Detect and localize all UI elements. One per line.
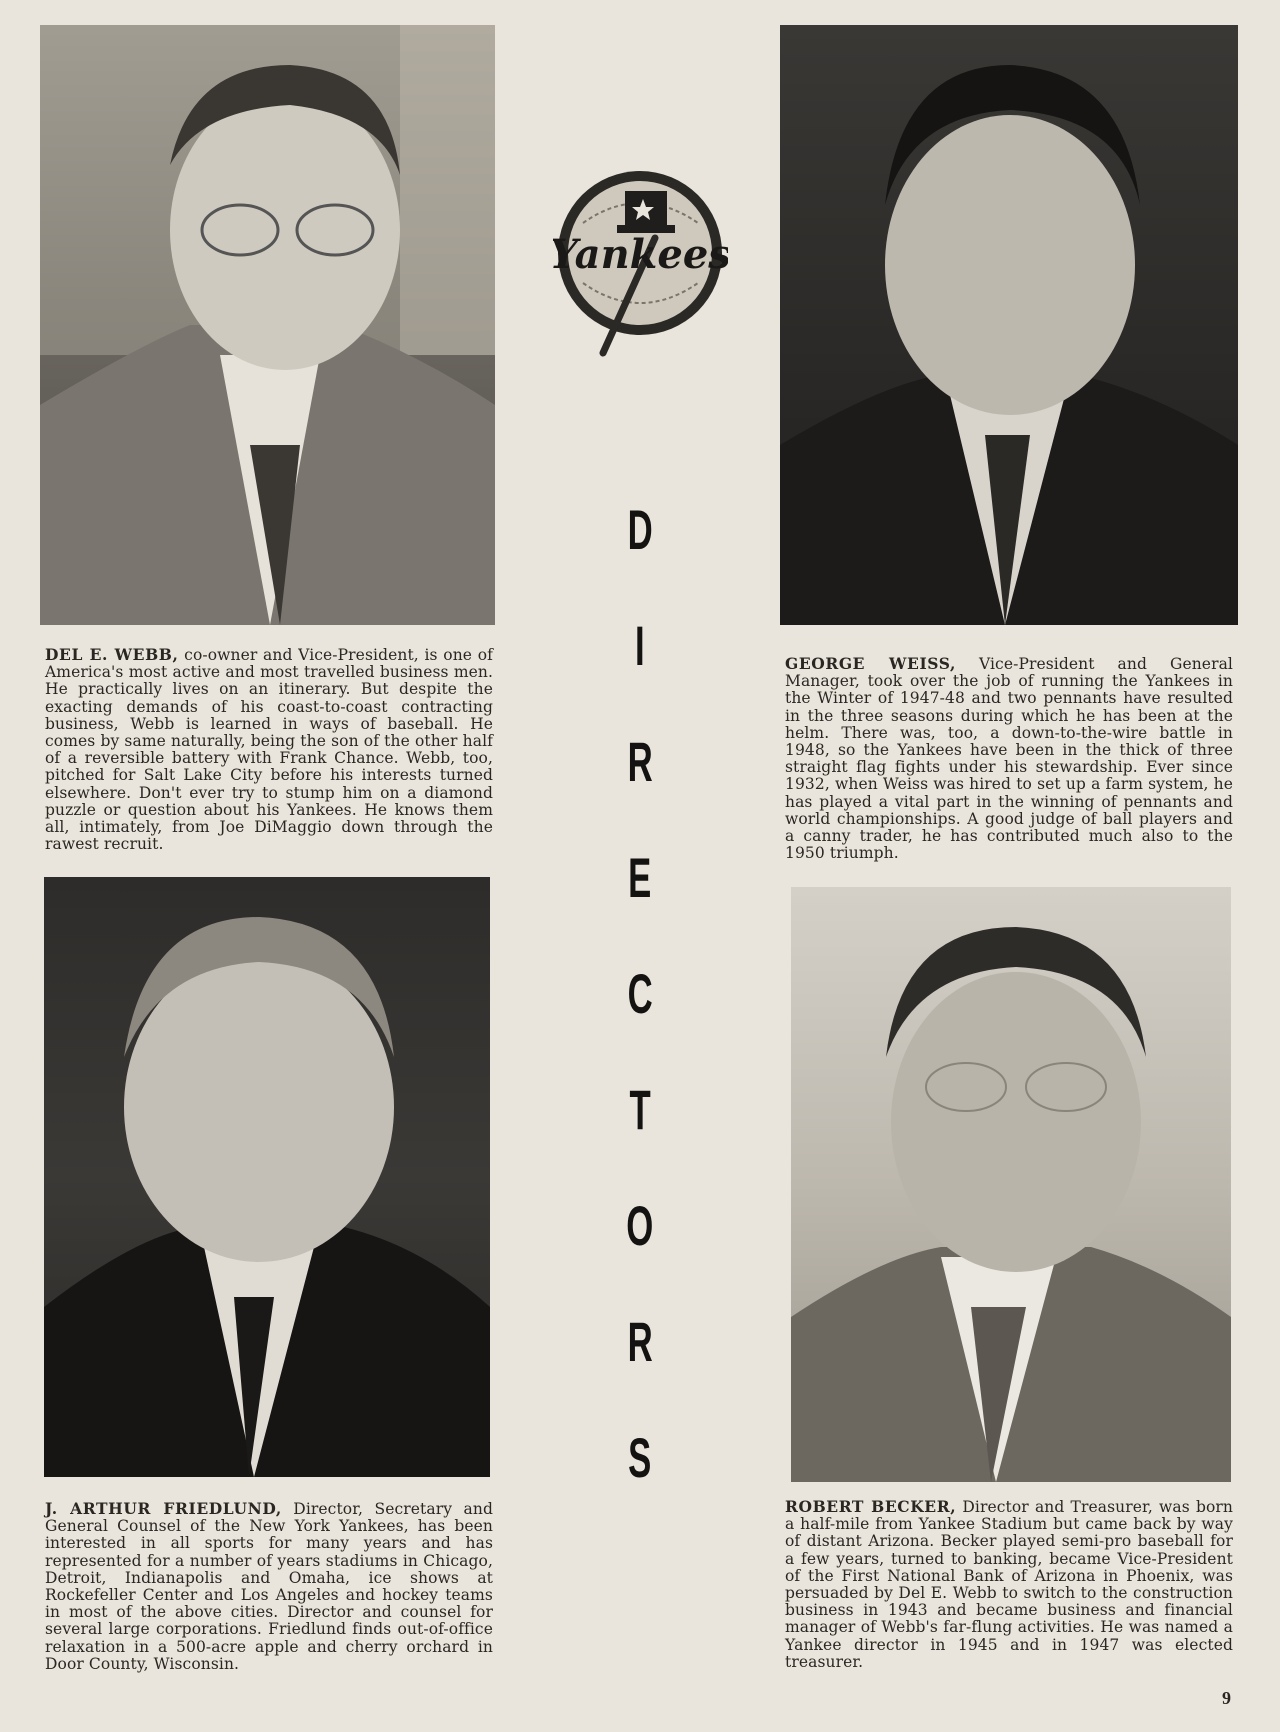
portrait-photo-webb [40,25,495,625]
logo-wordmark: Yankees [553,231,728,278]
director-name: GEORGE WEISS, [785,654,956,673]
director-name: ROBERT BECKER, [785,1497,957,1516]
heading-letter: T [629,1078,651,1141]
heading-letter: O [626,1194,654,1257]
heading-letter: D [627,498,653,561]
portrait-photo-friedlund [44,877,490,1477]
yankees-logo [553,163,728,358]
directors-vertical-heading [615,500,665,1544]
bio-caption-friedlund [45,1500,493,1673]
bio-caption-webb [45,646,493,853]
heading-letter: I [635,614,645,677]
heading-letter: C [627,962,653,1025]
director-name: J. ARTHUR FRIEDLUND, [45,1499,282,1518]
director-bio: Vice-President and General Manager, took over the job of running the Yankees in the Winter of 1947-48 and two pennants have resulted in the three seasons during which he has been at the helm. There was, too, a down-to-the-wire battle in 1948, so the Yankees have been in the thick of three straight flag fights under his stewardship. Ever since 1932, when Weiss was hired to set up a farm system, he has played a vital part in the winning of pennants and world championships. A good judge of ball players and a canny trader, he has contributed much also to the 1950 triumph. [785,655,1233,863]
heading-letter: R [627,730,653,793]
bio-caption-becker [785,1498,1233,1671]
portrait-photo-weiss [780,25,1238,625]
bio-caption-weiss [785,655,1233,862]
heading-letter: S [628,1426,652,1489]
heading-letter: R [627,1310,653,1373]
director-bio: Director and Treasurer, was born a half-mile from Yankee Stadium but came back by way of distant Arizona. Becker played semi-pro baseball for a few years, turned to banking, became Vice-President of the First National Bank of Arizona in Phoenix, was persuaded by Del E. Webb to switch to the construction business in 1943 and became business and financial manager of Webb's far-flung activities. He was named a Yankee director in 1945 and in 1947 was elected treasurer. [785,1498,1234,1671]
director-bio: Director, Secretary and General Counsel of the New York Yankees, has been interested in all sports for many years and has represented for a number of years stadiums in Chicago, Detroit, Indianapolis and Omaha, ice shows at Rockefeller Center and Los Angeles and hockey teams in most of the above cities. Director and counsel for several large corporations. Friedlund finds out-of-office relaxation in a 500-acre apple and cherry orchard in Door County, Wisconsin. [45,1500,493,1673]
page-number: 9 [1222,1688,1231,1708]
director-bio: co-owner and Vice-President, is one of America's most active and most travelled business men. He practically lives on an itinerary. But despite the exacting demands of his coast-to-coast contracting business, Webb is learned in ways of baseball. He comes by same naturally, being the son of the other half of a reversible battery with Frank Chance. Webb, too, pitched for Salt Lake City before his interests turned elsewhere. Don't ever try to stump him on a diamond puzzle or question about his Yankees. He knows them all, intimately, from Joe DiMaggio down through the rawest recruit. [45,646,493,854]
portrait-photo-becker [791,887,1231,1482]
yankees-top-hat-bat-logo-icon [553,163,728,358]
director-name: DEL E. WEBB, [45,645,179,664]
heading-letter: E [628,846,652,909]
